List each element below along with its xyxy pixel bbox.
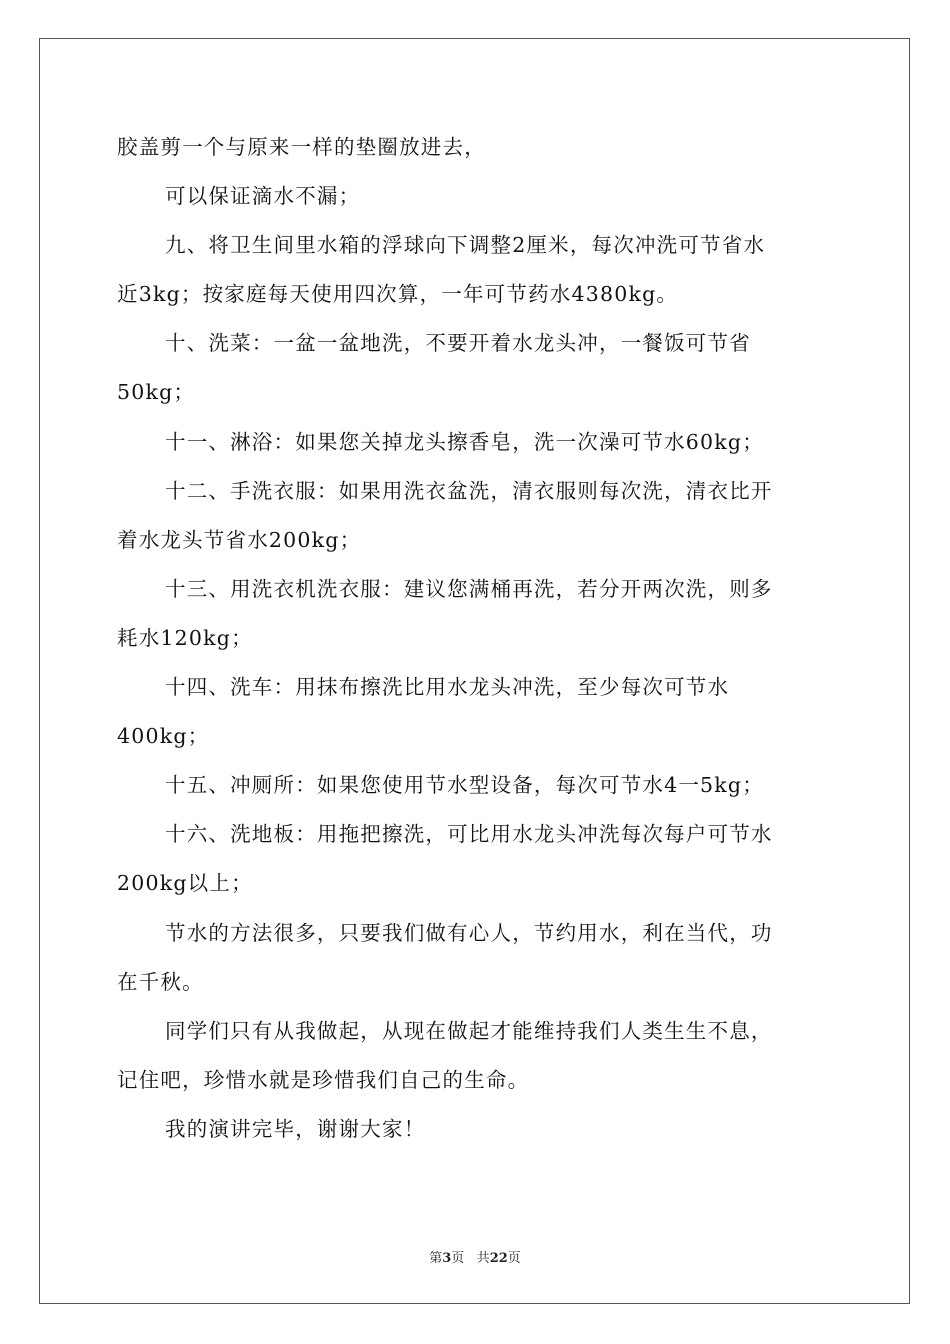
text-line: 在千秋。 bbox=[117, 969, 204, 994]
footer-total-suffix: 页 bbox=[507, 1251, 521, 1266]
footer-page-prefix: 第 bbox=[429, 1251, 443, 1266]
text-line: 同学们只有从我做起，从现在做起才能维持我们人类生生不息， bbox=[165, 1018, 773, 1043]
text-line: 十、洗菜：一盆一盆地洗，不要开着水龙头冲，一餐饭可节省 bbox=[165, 331, 751, 356]
text-line: 记住吧，珍惜水就是珍惜我们自己的生命。 bbox=[117, 1067, 530, 1092]
footer-total-pages: 22 bbox=[489, 1251, 508, 1266]
text-line: 十四、洗车：用抹布擦洗比用水龙头冲洗，至少每次可节水 bbox=[165, 675, 730, 700]
footer-page-suffix: 页 bbox=[451, 1251, 465, 1266]
text-line: 十六、洗地板：用拖把擦洗，可比用水龙头冲洗每次每户可节水 bbox=[165, 822, 773, 847]
text-line: 耗水120kg； bbox=[117, 625, 253, 650]
text-line: 着水龙头节省水200kg； bbox=[117, 527, 362, 552]
text-line: 200kg以上； bbox=[117, 871, 253, 896]
text-line: 十五、冲厕所：如果您使用节水型设备，每次可节水4一5kg； bbox=[165, 773, 764, 798]
text-line: 50kg； bbox=[117, 380, 196, 405]
text-line: 胶盖剪一个与原来一样的垫圈放进去， bbox=[117, 135, 486, 159]
text-line: 十一、淋浴：如果您关掉龙头擦香皂，洗一次澡可节水60kg； bbox=[165, 429, 764, 454]
text-line: 节水的方法很多，只要我们做有心人，节约用水，利在当代，功 bbox=[165, 920, 773, 945]
footer-total-prefix: 共 bbox=[476, 1251, 490, 1266]
text-line: 可以保证滴水不漏； bbox=[165, 184, 361, 209]
document-body bbox=[117, 128, 837, 1159]
footer-page-number: 3 bbox=[442, 1251, 452, 1266]
text-line: 十三、用洗衣机洗衣服：建议您满桶再洗，若分开两次洗，则多 bbox=[165, 576, 773, 601]
text-line: 近3kg；按家庭每天使用四次算，一年可节药水4380kg。 bbox=[117, 282, 679, 307]
text-line: 十二、手洗衣服：如果用洗衣盆洗，清衣服则每次洗，清衣比开 bbox=[165, 478, 773, 503]
text-line: 我的演讲完毕，谢谢大家！ bbox=[165, 1116, 426, 1141]
text-line: 400kg； bbox=[117, 724, 210, 749]
page-footer bbox=[0, 1247, 950, 1266]
text-line: 九、将卫生间里水箱的浮球向下调整2厘米，每次冲洗可节省水 bbox=[165, 233, 766, 258]
